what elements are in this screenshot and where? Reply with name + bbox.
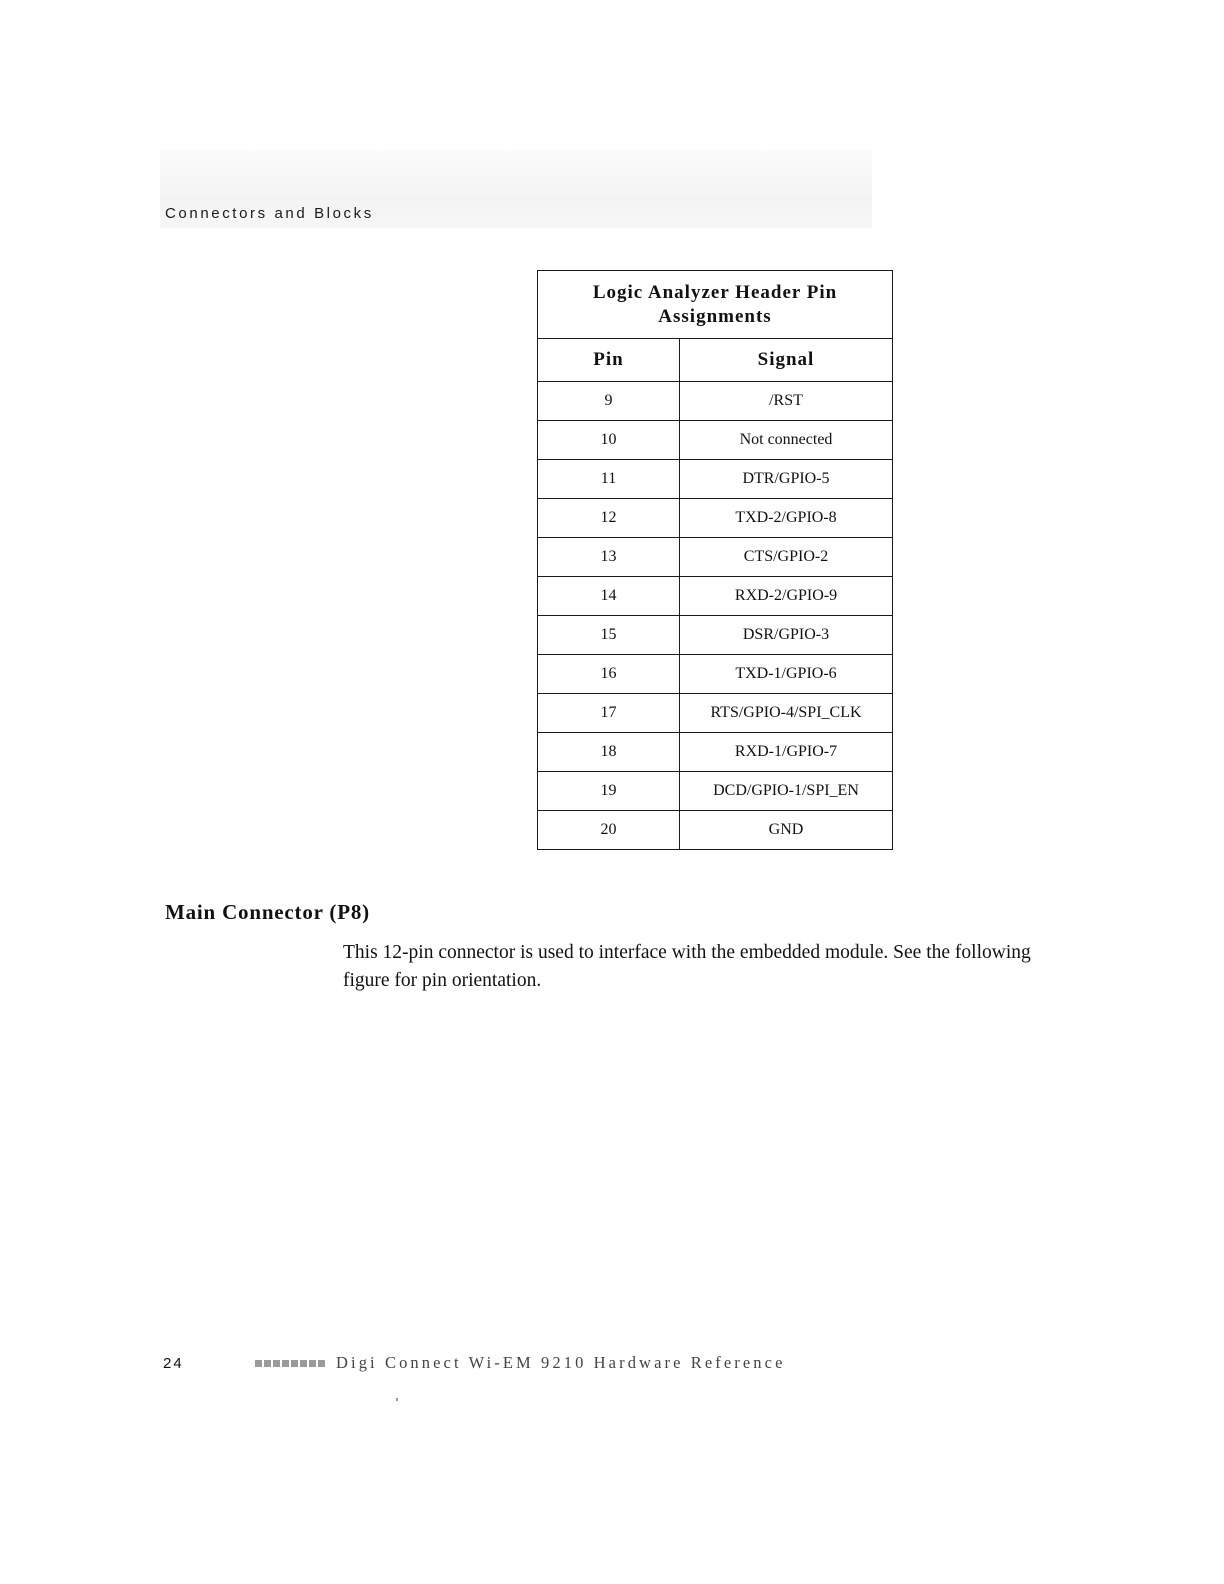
signal-cell: DTR/GPIO-5 — [680, 460, 893, 499]
table-row — [538, 772, 893, 811]
table-row — [538, 499, 893, 538]
table-row — [538, 655, 893, 694]
pin-cell: 13 — [538, 538, 680, 577]
table-row — [538, 577, 893, 616]
table-row — [538, 616, 893, 655]
scan-speck — [396, 1398, 398, 1401]
signal-cell: GND — [680, 811, 893, 850]
table-row — [538, 460, 893, 499]
table-row — [538, 421, 893, 460]
signal-cell: RXD-1/GPIO-7 — [680, 733, 893, 772]
column-header-signal: Signal — [680, 339, 893, 382]
table-row — [538, 538, 893, 577]
pin-cell: 19 — [538, 772, 680, 811]
signal-cell: RTS/GPIO-4/SPI_CLK — [680, 694, 893, 733]
table-row — [538, 694, 893, 733]
pin-cell: 14 — [538, 577, 680, 616]
pin-cell: 10 — [538, 421, 680, 460]
body-paragraph: This 12-pin connector is used to interface with the embedded module. See the following figure for pin orientation. — [343, 942, 1031, 991]
signal-cell: TXD-1/GPIO-6 — [680, 655, 893, 694]
table-title: Logic Analyzer Header Pin Assignments — [538, 271, 893, 339]
pin-cell: 11 — [538, 460, 680, 499]
signal-cell: CTS/GPIO-2 — [680, 538, 893, 577]
section-heading: Main Connector (P8) — [165, 900, 370, 924]
footer-square-bullets-icon — [255, 1360, 325, 1367]
signal-cell: RXD-2/GPIO-9 — [680, 577, 893, 616]
column-header-pin: Pin — [538, 339, 680, 382]
pin-cell: 18 — [538, 733, 680, 772]
pin-cell: 12 — [538, 499, 680, 538]
pin-cell: 17 — [538, 694, 680, 733]
signal-cell: Not connected — [680, 421, 893, 460]
table-row — [538, 733, 893, 772]
table-row — [538, 382, 893, 421]
pin-cell: 20 — [538, 811, 680, 850]
running-head: Connectors and Blocks — [165, 205, 374, 222]
pin-assignment-table — [537, 270, 893, 850]
signal-cell: DCD/GPIO-1/SPI_EN — [680, 772, 893, 811]
footer-title: Digi Connect Wi-EM 9210 Hardware Reference — [336, 1353, 786, 1372]
table-row — [538, 811, 893, 850]
signal-cell: DSR/GPIO-3 — [680, 616, 893, 655]
signal-cell: TXD-2/GPIO-8 — [680, 499, 893, 538]
page-number: 24 — [163, 1355, 184, 1372]
pin-cell: 16 — [538, 655, 680, 694]
pin-cell: 15 — [538, 616, 680, 655]
pin-cell: 9 — [538, 382, 680, 421]
signal-cell: /RST — [680, 382, 893, 421]
